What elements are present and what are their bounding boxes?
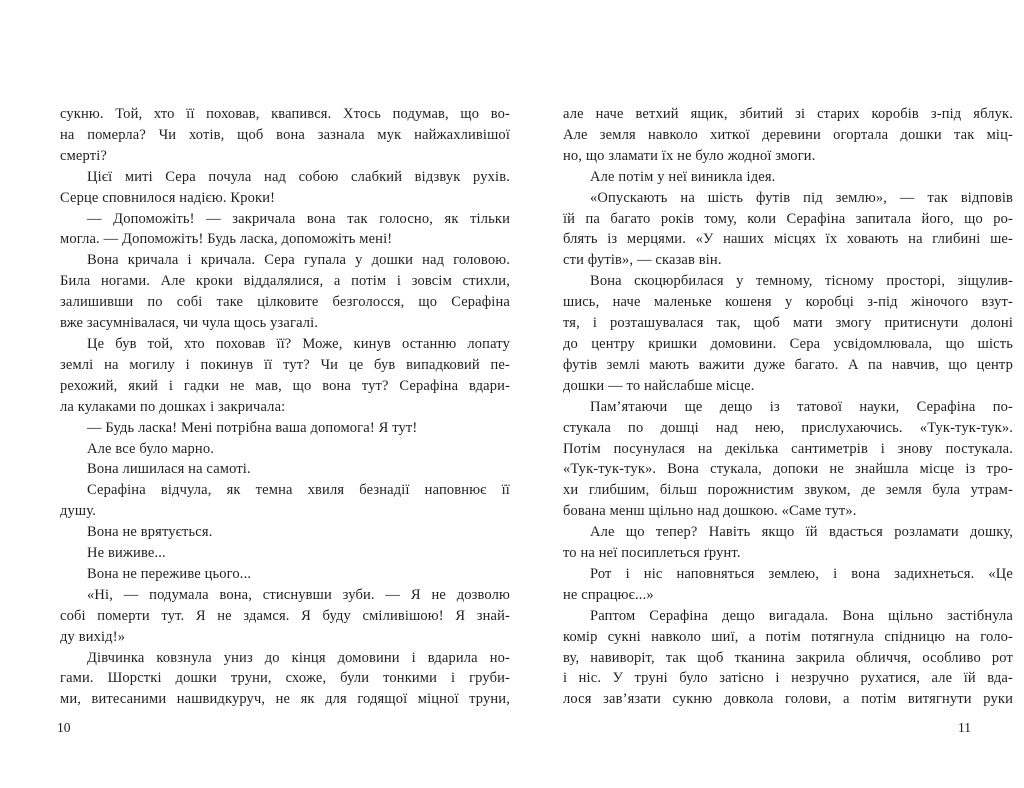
paragraph [563,271,1013,396]
text-line: на померла? Чи хотів, щоб вона зазнала мук найжахливішої [60,126,510,143]
text-line: і ніс. У труні було затісно і незручно рухатися, але їй вда- [563,670,1013,687]
text-line: бована менш щільно над дошкою. «Саме тут». [563,503,857,520]
text-line: Била ногами. Але кроки віддалялися, а потім і зовсім стихли, [60,273,510,290]
paragraph [60,104,510,167]
text-line: комір сукні навколо шиї, а потім потягнула спідницю на голо- [563,628,1013,645]
paragraph [563,188,1013,272]
text-line: до центру кришки домовини. Сера усвідомлювала, що шість [563,335,1013,352]
text-line: рехожий, який і гадки не мав, що вона тут? Серафіна вдари- [60,377,510,394]
paragraph [60,543,510,564]
text-line: — Допоможіть! — закричала вона так голосно, як тільки [87,210,510,227]
text-line: сти футів», — сказав він. [563,252,722,269]
text-line: собі померти тут. Я не здамся. Я буду сміливішою! Я знай- [60,607,510,624]
text-line: Раптом Серафіна дещо вигадала. Вона щільно застібнула [590,607,1013,624]
paragraph [563,167,1013,188]
text-line: Але все було марно. [87,440,214,457]
text-line: «Ні, — подумала вона, стиснувши зуби. — Я не дозволю [87,586,510,603]
text-line: — Будь ласка! Мені потрібна ваша допомога! Я тут! [87,419,418,436]
page-right [563,104,1013,764]
text-line: тя, і розташувалася так, щоб мати змогу притиснути долоні [563,315,1013,332]
paragraph [60,334,510,418]
text-line: ву, навиворіт, так щоб тканина закрила обличчя, особливо рот [563,649,1013,666]
paragraph [563,564,1013,606]
text-line: Цієї миті Сера почула над собою слабкий відзвук рухів. [87,168,510,185]
paragraph [60,209,510,251]
text-line: ла кулаками по дошках і закричала: [60,398,286,415]
text-line: стукала по дошці над нею, прислухаючись. «Тук-тук-тук». [563,419,1013,436]
text-line: Вона не переживе цього... [87,565,252,582]
text-line: Але що тепер? Навіть якщо їй вдасться розламати дошку, [590,524,1013,541]
text-line: Дівчинка ковзнула униз до кінця домовини і вдарила но- [87,649,510,666]
paragraph [60,439,510,460]
paragraph [563,606,1013,711]
page-left [57,104,510,764]
text-line: Вона лишилася на самоті. [87,461,251,478]
text-line: вже засумнівалася, чи чула щось узагалі. [60,315,319,332]
text-line: Рот і ніс наповняться землею, і вона задихнеться. «Це [590,565,1013,582]
text-line: но, що зламати їх не було жодної змоги. [563,147,816,164]
text-line: шись, наче маленьке кошеня у коробці з-під жіночого взут- [563,294,1013,311]
paragraph [563,522,1013,564]
text-line: лося зав’язати сукню довкола голови, а потім витягнути руки [563,691,1013,708]
text-line: гами. Шорсткі дошки труни, схоже, були тонкими і груби- [60,670,510,687]
text-line: їй па багато років тому, коли Серафіна запитала його, що ро- [563,210,1013,227]
text-line: хи глибшим, більш порожнистим звуком, де земля була утрам- [563,482,1013,499]
text-line: Потім посунулася на декілька сантиметрів і знову постукала. [563,440,1013,457]
text-line: залишивши по собі таке цілковите безголосся, що Серафіна [60,294,510,311]
page-right-text [563,104,1013,710]
page-number-left: 10 [57,720,71,735]
paragraph [563,397,1013,522]
text-line: але наче ветхий ящик, збитий зі старих коробів з-під яблук. [563,106,1013,122]
paragraph [60,585,510,648]
text-line: ду вихід!» [60,628,126,645]
paragraph [60,167,510,209]
text-line: могла. — Допоможіть! Будь ласка, допоможіть мені! [60,231,393,248]
paragraph [60,522,510,543]
text-line: «Тук-тук-тук». Вона стукала, допоки не знайшла місце із тро- [563,461,1013,478]
text-line: Пам’ятаючи ще дещо із татової науки, Серафіна по- [590,398,1013,415]
text-line: Але потім у неї виникла ідея. [590,168,776,185]
text-line: Серце сповнилося надією. Кроки! [60,189,276,206]
text-line: футів землі мають важити дуже багато. А па навчив, що центр [563,356,1013,373]
page-left-text [60,104,510,710]
text-line: Це був той, хто поховав її? Може, кинув останню лопату [87,335,510,352]
text-line: Вона не врятується. [87,524,213,541]
paragraph [60,250,510,334]
text-line: «Опускають на шість футів під землю», — так відповів [590,189,1013,206]
text-line: Серафіна відчула, як темна хвиля безнадії наповнює її [87,482,510,499]
text-line: землі на могилу і покинув її тут? Чи це був випадковий пе- [60,356,510,373]
text-line: дошки — то найслабше місце. [563,377,755,394]
text-line: смерті? [60,147,107,164]
text-line: сукню. Той, хто її поховав, квапився. Хтось подумав, що во- [60,106,510,122]
text-line: не спрацює...» [563,586,654,603]
paragraph [60,564,510,585]
text-line: Вона кричала і кричала. Сера гупала у дошки над головою. [87,252,510,269]
page-number-right: 11 [958,720,971,735]
paragraph [60,480,510,522]
text-line: то на неї посиплеться ґрунт. [563,545,741,562]
paragraph [563,104,1013,167]
text-line: Але земля навколо хиткої деревини огортала дошки так міц- [563,126,1013,143]
text-line: Не виживе... [87,545,166,562]
paragraph [60,418,510,439]
text-line: блять із мерцями. «У наших місцях їх ховають на глибині ше- [563,231,1013,248]
paragraph [60,459,510,480]
text-line: Вона скоцюрбилася у темному, тісному просторі, зіщулив- [590,273,1013,290]
text-line: ми, витесаними нашвидкуруч, не як для годящої міцної труни, [60,691,510,708]
paragraph [60,648,510,711]
text-line: душу. [60,503,96,520]
